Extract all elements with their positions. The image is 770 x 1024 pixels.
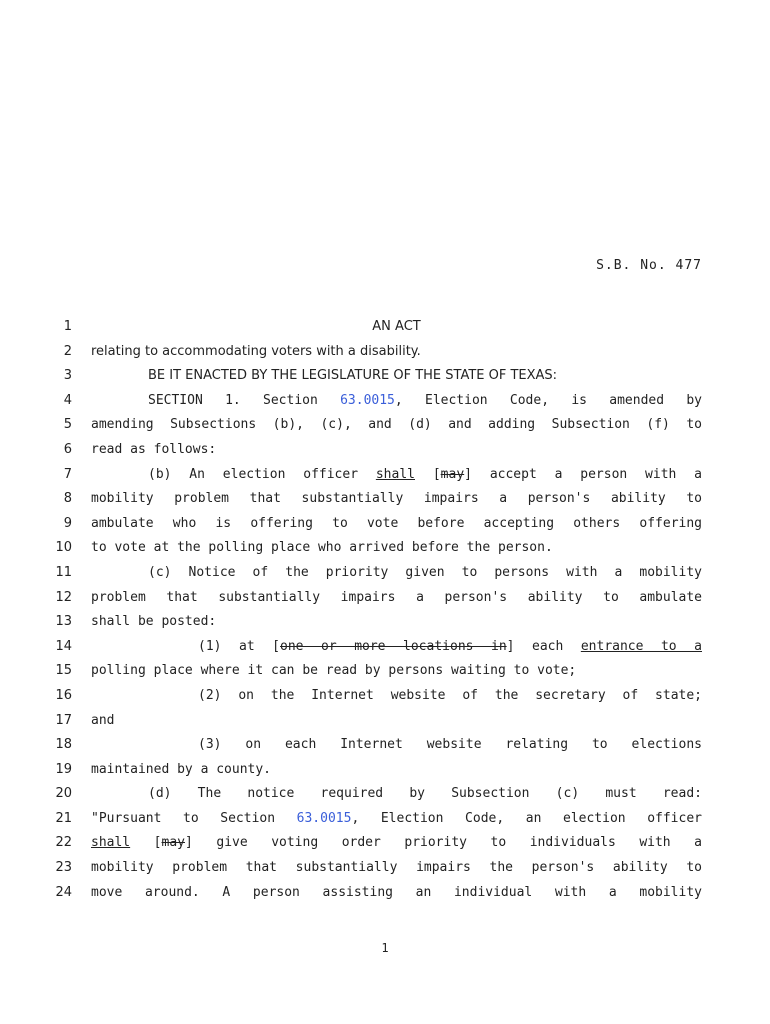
deleted-text: may	[161, 835, 185, 851]
bill-text: (2) on the Internet website of the secretary of state;	[198, 687, 702, 703]
text-segment: ] give voting order priority to individuals with a	[185, 835, 702, 851]
text-segment: [	[130, 835, 162, 851]
bill-text: mobility problem that substantially impairs a person's ability to	[91, 491, 702, 507]
line-number: 8	[63, 491, 72, 507]
inserted-text: entrance to a	[580, 638, 702, 654]
line-number: 13	[55, 614, 72, 630]
line-12	[0, 587, 770, 612]
deleted-text: one or more locations in	[280, 638, 507, 654]
line-number: 1	[63, 319, 72, 334]
line-13	[0, 611, 770, 636]
bill-text: (3) on each Internet website relating to elections	[198, 737, 702, 753]
line-number: 12	[55, 589, 72, 605]
bill-text: shall be posted:	[91, 614, 217, 630]
bill-text	[91, 390, 702, 412]
deleted-text: may	[440, 466, 465, 482]
bill-text: ambulate who is offering to vote before accepting others offering	[91, 515, 702, 531]
bill-text: problem that substantially impairs a person's ability to ambulate	[91, 589, 702, 605]
bill-text: maintained by a county.	[91, 761, 272, 777]
line-number: 2	[63, 343, 72, 359]
page-number: 1	[381, 941, 389, 955]
line-number: 3	[63, 368, 72, 384]
inserted-text: shall	[375, 466, 415, 482]
line-number: 4	[63, 392, 72, 408]
inserted-text: shall	[91, 835, 131, 851]
line-number: 7	[63, 466, 72, 482]
text-segment: ] accept a person with a	[464, 466, 703, 482]
line-5	[0, 414, 770, 439]
act-title: AN ACT	[372, 319, 421, 334]
line-10	[0, 537, 770, 562]
bill-text: amending Subsections (b), (c), and (d) and adding Subsection (f) to	[91, 417, 702, 433]
bill-number: S.B. No. 477	[596, 258, 702, 273]
bill-text	[91, 636, 702, 658]
line-number: 17	[55, 712, 72, 728]
line-4	[0, 390, 770, 415]
line-number: 21	[55, 810, 72, 826]
line-21	[0, 808, 770, 833]
line-6	[0, 439, 770, 464]
text-segment: (1) at [	[198, 638, 281, 654]
text-segment: SECTION 1. Section	[148, 392, 341, 408]
bill-text	[91, 832, 702, 854]
line-3	[0, 365, 770, 390]
line-18	[0, 734, 770, 759]
bill-text: move around. A person assisting an individual with a mobility	[91, 884, 702, 900]
bill-text: (c) Notice of the priority given to persons with a mobility	[148, 564, 702, 580]
line-number: 15	[55, 663, 72, 679]
section-link[interactable]: 63.0015	[340, 392, 395, 408]
line-15	[0, 660, 770, 685]
bill-text: to vote at the polling place who arrived before the person.	[91, 540, 553, 556]
line-number: 24	[55, 884, 72, 900]
line-7	[0, 464, 770, 489]
line-number: 18	[55, 737, 72, 753]
line-number: 20	[55, 786, 72, 802]
bill-text: and	[91, 712, 115, 728]
line-number: 23	[55, 860, 72, 876]
text-segment: , Election Code, is amended by	[394, 392, 702, 408]
bill-text	[91, 464, 702, 486]
line-number: 10	[55, 540, 72, 556]
text-segment: "Pursuant to Section	[91, 810, 297, 826]
line-23	[0, 857, 770, 882]
line-24	[0, 882, 770, 907]
text-segment: [	[415, 466, 441, 482]
line-number: 19	[55, 761, 72, 777]
enacting-clause: BE IT ENACTED BY THE LEGISLATURE OF THE STATE OF TEXAS:	[148, 368, 558, 384]
line-2	[0, 341, 770, 366]
text-segment: ] each	[506, 638, 581, 654]
line-20	[0, 783, 770, 808]
line-17	[0, 710, 770, 735]
bill-text: polling place where it can be read by persons waiting to vote;	[91, 663, 577, 679]
line-16	[0, 685, 770, 710]
line-number: 11	[55, 564, 72, 580]
text-segment: (b) An election officer	[148, 466, 376, 482]
line-22	[0, 832, 770, 857]
line-14	[0, 636, 770, 661]
line-number: 14	[55, 638, 72, 654]
bill-text: (d) The notice required by Subsection (c) must read:	[148, 786, 702, 802]
text-segment: , Election Code, an election officer	[351, 810, 702, 826]
line-1	[0, 316, 770, 341]
line-number: 6	[63, 441, 72, 457]
bill-text: read as follows:	[91, 441, 217, 457]
bill-text: mobility problem that substantially impairs the person's ability to	[91, 860, 702, 876]
line-9	[0, 513, 770, 538]
line-11	[0, 562, 770, 587]
line-number: 9	[63, 515, 72, 531]
bill-body	[0, 316, 770, 906]
line-number: 5	[63, 417, 72, 433]
line-8	[0, 488, 770, 513]
caption: relating to accommodating voters with a disability.	[91, 343, 421, 359]
line-number: 16	[55, 687, 72, 703]
line-19	[0, 759, 770, 784]
bill-text	[91, 808, 702, 830]
section-link[interactable]: 63.0015	[296, 810, 352, 826]
line-number: 22	[55, 835, 72, 851]
